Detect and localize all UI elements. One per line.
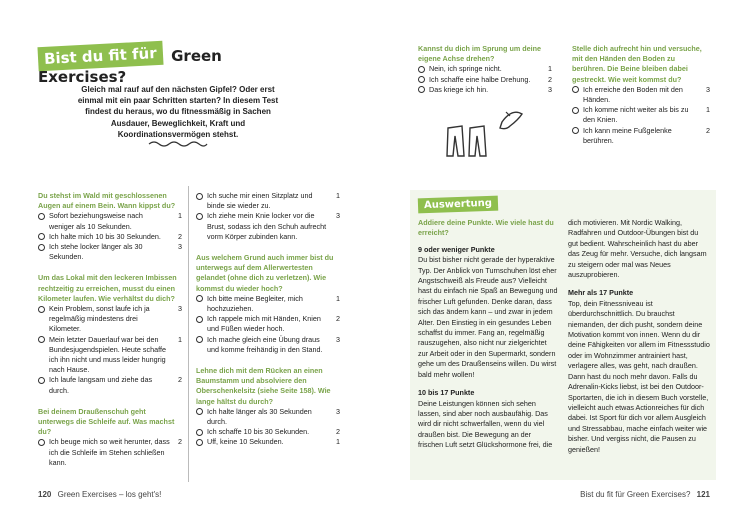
circle-checkbox-icon[interactable] bbox=[572, 127, 579, 134]
answer-option[interactable]: Sofort beziehungsweise nach weniger als 10 Sekunden. 1 bbox=[38, 211, 182, 231]
answer-option[interactable]: Das kriege ich hin. 3 bbox=[418, 85, 552, 95]
answer-option[interactable]: Ich schaffe eine halbe Drehung. 2 bbox=[418, 75, 552, 85]
evaluation-prompt: Addiere deine Punkte. Wie viele hast du erreicht? bbox=[418, 218, 554, 238]
question-4: Aus welchem Grund auch immer bist du unterwegs auf dem Allerwertesten gelandet (ohne dich zu verletzen). Wie kommst du wieder hoch? bbox=[196, 253, 334, 293]
answer-option[interactable]: Ich schaffe 10 bis 30 Sekunden. 2 bbox=[196, 427, 340, 437]
circle-checkbox-icon[interactable] bbox=[196, 429, 203, 436]
circle-checkbox-icon[interactable] bbox=[196, 316, 203, 323]
circle-checkbox-icon[interactable] bbox=[572, 107, 579, 114]
answer-option[interactable]: Ich erreiche den Boden mit den Händen. 3 bbox=[572, 85, 710, 105]
wavy-line-icon bbox=[148, 140, 208, 148]
question-5: Lehne dich mit dem Rücken an einen Baumstamm und absolviere den Oberschenkelsitz (siehe Seite 158). Wie lange hältst du durch? bbox=[196, 366, 331, 406]
answer-option[interactable]: Ich rappele mich mit Händen, Knien und Füßen wieder hoch. 2 bbox=[196, 314, 340, 334]
evaluation-column-1 bbox=[418, 218, 558, 451]
circle-checkbox-icon[interactable] bbox=[418, 76, 425, 83]
question-column-3 bbox=[418, 44, 552, 95]
page-number: 120 bbox=[38, 490, 52, 499]
result-text-2: Deine Leistungen können sich sehen lassen, sind aber noch ausbaufähig. Das wird dir nicht schwerfallen, wenn du viel draußen bist. Die Bewegung an der frischen Luft setzt Glückshormone frei, die bbox=[418, 398, 553, 450]
answer-option[interactable]: Ich stehe locker länger als 30 Sekunden. 3 bbox=[38, 242, 182, 262]
question-6: Kannst du dich im Sprung um deine eigene Achse drehen? bbox=[418, 44, 541, 64]
answer-option[interactable]: Ich halte länger als 30 Sekunden durch. 3 bbox=[196, 407, 340, 427]
answer-option[interactable]: Ich mache gleich eine Übung draus und komme freihändig in den Stand. 3 bbox=[196, 335, 340, 355]
circle-checkbox-icon[interactable] bbox=[418, 66, 425, 73]
question-column-2 bbox=[196, 191, 340, 448]
question-column-4 bbox=[572, 44, 710, 146]
circle-checkbox-icon[interactable] bbox=[38, 336, 45, 343]
title-rest: Green Exercises? bbox=[38, 47, 222, 86]
circle-checkbox-icon[interactable] bbox=[196, 439, 203, 446]
circle-checkbox-icon[interactable] bbox=[38, 306, 45, 313]
result-text-1: Du bist bisher nicht gerade der hyperaktive Typ. Der Anblick von Turnschuhen löst eher Angstschweiß als Freude aus? Vielleicht hast du einfach nie Spaß an Bewegung und frischer Luft gefunden. Denke daran, dass sich das ändern kann – und zwar in jedem Alter. Den Einstieg in ein gesundes Leben schaffst du immer. Fang an, regelmäßig rauszugehen, also nicht nur zielgerichtet zur Arbeit oder in den Supermarkt, sondern gehe um des Draußenseins willen. Du wirst bald mehr wollen! bbox=[418, 255, 558, 379]
circle-checkbox-icon[interactable] bbox=[196, 295, 203, 302]
page-number: 121 bbox=[696, 490, 710, 499]
answer-option[interactable]: Kein Problem, sonst laufe ich ja regelmäßig mindestens drei Kilometer. 3 bbox=[38, 304, 182, 335]
page-title bbox=[38, 44, 268, 86]
answer-option[interactable]: Ich komme nicht weiter als bis zu den Knien. 1 bbox=[572, 105, 710, 125]
column-divider bbox=[188, 186, 189, 482]
footer-title: Bist du fit für Green Exercises? bbox=[580, 490, 691, 499]
jumping-trousers-icon bbox=[440, 100, 530, 160]
answer-option[interactable]: Ich suche mir einen Sitzplatz und binde sie wieder zu. 1 bbox=[196, 191, 340, 211]
answer-option[interactable]: Ich kann meine Fußgelenke berühren. 2 bbox=[572, 126, 710, 146]
answer-option[interactable]: Mein letzter Dauerlauf war bei den Bundesjugendspielen. Heute schaffe ich ihn nicht und muss leider hungrig nach Hause. 1 bbox=[38, 335, 182, 376]
result-title-2: 10 bis 17 Punkte bbox=[418, 388, 475, 398]
evaluation-column-2 bbox=[568, 218, 710, 455]
answer-option[interactable]: Nein, ich springe nicht. 1 bbox=[418, 64, 552, 74]
question-column-1 bbox=[38, 191, 182, 468]
answer-option[interactable]: Ich laufe langsam und ziehe das durch. 2 bbox=[38, 375, 182, 395]
circle-checkbox-icon[interactable] bbox=[38, 439, 45, 446]
footer-title: Green Exercises – los geht's! bbox=[57, 490, 162, 499]
circle-checkbox-icon[interactable] bbox=[196, 213, 203, 220]
footer-right bbox=[560, 490, 710, 499]
answer-option[interactable]: Ich beuge mich so weit herunter, dass ich die Schleife im Stehen schließen kann. 2 bbox=[38, 437, 182, 468]
answer-option[interactable]: Ich halte mich 10 bis 30 Sekunden. 2 bbox=[38, 232, 182, 242]
result-text-2-continued: dich motivieren. Mit Nordic Walking, Radfahren und Outdoor-Übungen bist du gut bedient. Wahrscheinlich hast du aber das Zeug für mehr. Versuche, dich langsam zu steigern oder mal was Neues auszuprobieren. bbox=[568, 218, 707, 280]
circle-checkbox-icon[interactable] bbox=[38, 377, 45, 384]
evaluation-heading: Auswertung bbox=[418, 196, 498, 214]
circle-checkbox-icon[interactable] bbox=[38, 233, 45, 240]
footer-left bbox=[38, 490, 161, 499]
result-text-3: Top, dein Fitnessniveau ist überdurchschnittlich. Du brauchst niemanden, der dich pusht, sondern deine Motivation kommt von innen. Wenn du dir deine Fähigkeiten vor allem im Fitnessstudio oder im Wohnzimmer antrainiert hast, verlagere alles, was geht, nach draußen. Dann hast du noch mehr davon. Falls du Adrenalin-Kicks liebst, ist bei den Outdoor-Sportarten, die ich in diesem Buch vorstelle, vielleicht auch etwas Actionreiches für dich dabei. Ist Sport für dich vor allem Ausgleich und Stressabbau, mache einfach weiter wie bisher. Und vergiss nicht, die Pausen zu genießen! bbox=[568, 298, 710, 454]
circle-checkbox-icon[interactable] bbox=[572, 86, 579, 93]
circle-checkbox-icon[interactable] bbox=[196, 408, 203, 415]
circle-checkbox-icon[interactable] bbox=[196, 193, 203, 200]
question-7: Stelle dich aufrecht hin und versuche, mit den Händen den Boden zu berühren. Die Beine bleiben dabei gestreckt. Wie weit kommst du? bbox=[572, 44, 702, 84]
answer-option[interactable]: Uff, keine 10 Sekunden. 1 bbox=[196, 437, 340, 447]
question-2: Um das Lokal mit den leckeren Imbissen rechtzeitig zu erreichen, musst du einen Kilometer laufen. Wie verhältst du dich? bbox=[38, 273, 177, 303]
question-3: Bei deinem Draußenschuh geht unterwegs die Schleife auf. Was machst du? bbox=[38, 406, 175, 437]
circle-checkbox-icon[interactable] bbox=[418, 86, 425, 93]
result-title-3: Mehr als 17 Punkte bbox=[568, 288, 634, 298]
title-highlight: Bist du fit für bbox=[37, 41, 163, 71]
answer-option[interactable]: Ich ziehe mein Knie locker vor die Brust, sodass ich den Schuh aufrecht vorm Körper zubinden kann. 3 bbox=[196, 211, 340, 242]
circle-checkbox-icon[interactable] bbox=[38, 244, 45, 251]
intro-text: Gleich mal rauf auf den nächsten Gipfel? Oder erst einmal mit ein paar Schritten starten? In diesem Test findest du heraus, wo du fitnessmäßig in Sachen Ausdauer, Beweglichkeit, Kraft und Koordinationsvermögen stehst. bbox=[77, 85, 279, 139]
question-1: Du stehst im Wald mit geschlossenen Augen auf einem Bein. Wann kippst du? bbox=[38, 191, 176, 211]
circle-checkbox-icon[interactable] bbox=[196, 336, 203, 343]
result-title-1: 9 oder weniger Punkte bbox=[418, 244, 495, 254]
circle-checkbox-icon[interactable] bbox=[38, 213, 45, 220]
answer-option[interactable]: Ich bitte meine Begleiter, mich hochzuziehen. 1 bbox=[196, 294, 340, 314]
